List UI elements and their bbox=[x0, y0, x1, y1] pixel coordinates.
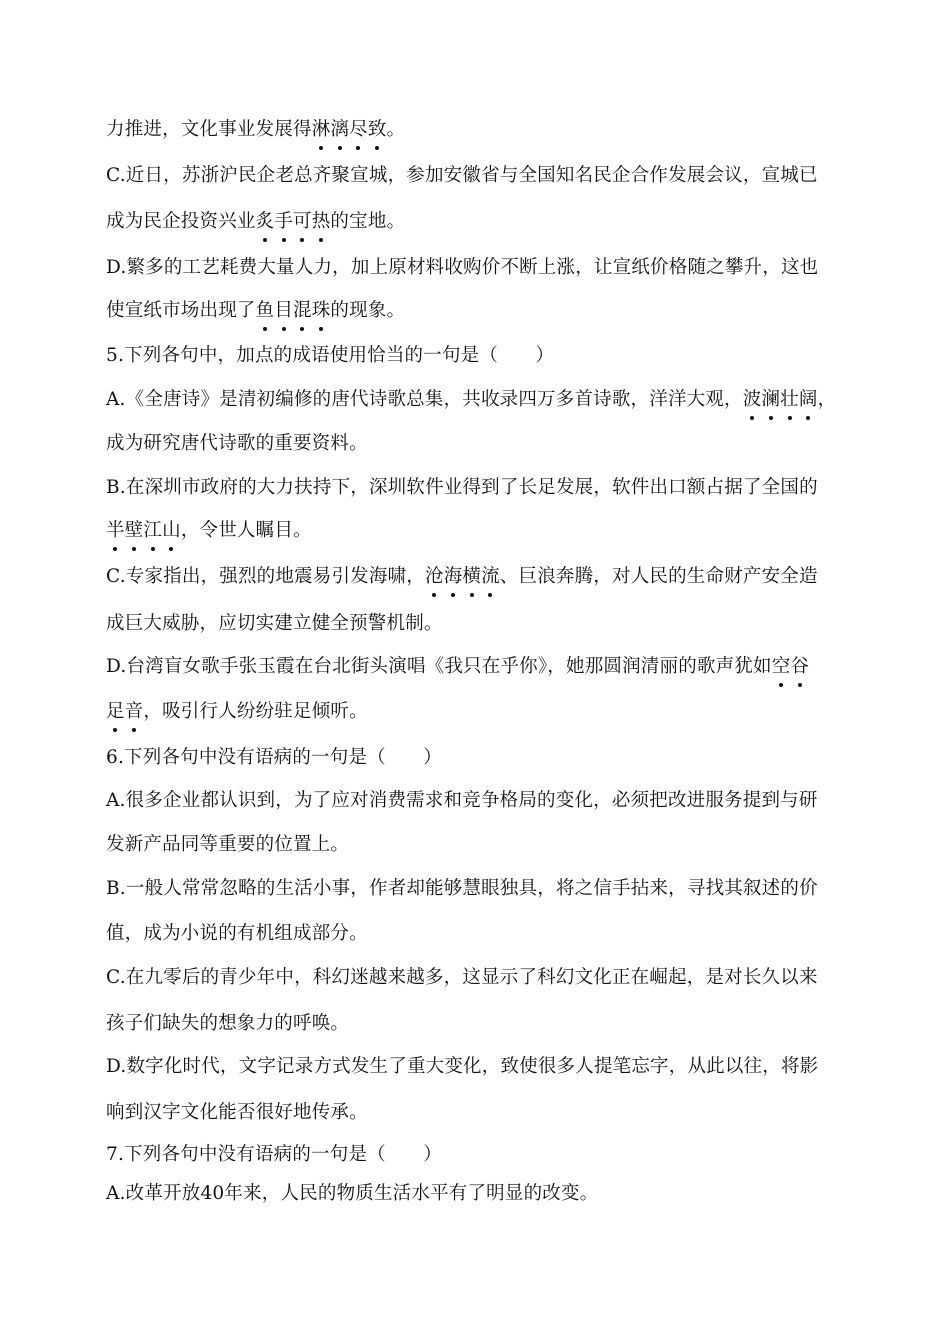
emphasis-dot-char: 音 bbox=[125, 699, 144, 725]
emphasized-idiom bbox=[106, 520, 181, 541]
emphasis-dot-char: 山 bbox=[162, 518, 181, 544]
text-segment: C.在九零后的青少年中，科幻迷越来越多，这显示了科幻文化正在崛起，是对长久以来 bbox=[106, 967, 818, 988]
text-line bbox=[106, 117, 866, 143]
text-line bbox=[106, 255, 866, 281]
text-line bbox=[106, 965, 866, 991]
emphasized-idiom bbox=[743, 389, 818, 410]
text-segment: ，令世人瞩目。 bbox=[180, 520, 312, 541]
text-segment: 响到汉字文化能否很好地传承。 bbox=[106, 1102, 368, 1123]
emphasis-dot-char: 流 bbox=[481, 564, 500, 590]
text-segment: A.很多企业都认识到，为了应对消费需求和竞争格局的变化，必须把改进服务提到与研 bbox=[106, 790, 818, 811]
text-segment: ， bbox=[817, 389, 837, 410]
emphasis-dot-char: 江 bbox=[143, 518, 162, 544]
emphasis-dot-char: 波 bbox=[743, 387, 762, 413]
text-segment: 使宣纸市场出现了 bbox=[106, 300, 256, 321]
text-segment: A.改革开放40年来，人民的物质生活水平有了明显的改变。 bbox=[106, 1183, 599, 1204]
emphasized-idiom bbox=[256, 211, 331, 232]
text-segment: 值，成为小说的有机组成部分。 bbox=[106, 923, 368, 944]
emphasis-dot-char: 鱼 bbox=[256, 298, 275, 324]
emphasis-dot-char: 阔 bbox=[799, 387, 818, 413]
emphasis-dot-char: 沧 bbox=[425, 564, 444, 590]
text-segment: 5.下列各句中，加点的成语使用恰当的一句是（ ） bbox=[106, 345, 555, 366]
text-segment: 成为研究唐代诗歌的重要资料。 bbox=[106, 433, 368, 454]
text-line bbox=[106, 611, 866, 637]
text-line bbox=[106, 298, 866, 324]
text-line bbox=[106, 1054, 866, 1080]
emphasis-dot-char: 海 bbox=[444, 564, 463, 590]
text-segment: A.《全唐诗》是清初编修的唐代诗歌总集，共收录四万多首诗歌，洋洋大观， bbox=[106, 389, 743, 410]
emphasis-dot-char: 漓 bbox=[330, 117, 349, 143]
emphasis-dot-char: 空 bbox=[772, 654, 791, 680]
emphasis-dot-char: 壮 bbox=[780, 387, 799, 413]
text-line bbox=[106, 921, 866, 947]
text-line bbox=[106, 654, 866, 680]
text-segment: 7.下列各句中没有语病的一句是（ ） bbox=[106, 1144, 442, 1165]
emphasis-dot-char: 目 bbox=[274, 298, 293, 324]
text-segment: 6.下列各句中没有语病的一句是（ ） bbox=[106, 747, 442, 768]
emphasis-dot-char: 尽 bbox=[349, 117, 368, 143]
text-segment: B.在深圳市政府的大力扶持下，深圳软件业得到了长足发展，软件出口额占据了全国的 bbox=[106, 477, 818, 498]
text-segment: 发新产品同等重要的位置上。 bbox=[106, 834, 350, 855]
text-line bbox=[106, 788, 866, 814]
text-line bbox=[106, 832, 866, 858]
text-line bbox=[106, 518, 866, 544]
emphasis-dot-char: 横 bbox=[462, 564, 481, 590]
emphasized-idiom bbox=[312, 119, 387, 140]
question-6-stem bbox=[106, 745, 866, 771]
emphasis-dot-char: 致 bbox=[368, 117, 387, 143]
emphasis-dot-char: 半 bbox=[106, 518, 125, 544]
text-segment: 、巨浪奔腾，对人民的生命财产安全造 bbox=[499, 566, 818, 587]
text-segment: B.一般人常常忽略的生活小事，作者却能够慧眼独具，将之信手拈来，寻找其叙述的价 bbox=[106, 878, 818, 899]
text-line bbox=[106, 1011, 866, 1037]
text-line bbox=[106, 564, 866, 590]
emphasized-idiom bbox=[772, 656, 809, 677]
text-segment: D.数字化时代，文字记录方式发生了重大变化，致使很多人提笔忘字，从此以往，将影 bbox=[106, 1056, 819, 1077]
text-segment: 成巨大威胁，应切实建立健全预警机制。 bbox=[106, 613, 443, 634]
emphasis-dot-char: 热 bbox=[312, 209, 331, 235]
text-segment: 力推进，文化事业发展得 bbox=[106, 119, 312, 140]
text-line bbox=[106, 431, 866, 457]
emphasis-dot-char: 混 bbox=[293, 298, 312, 324]
text-segment: D.台湾盲女歌手张玉霞在台北街头演唱《我只在乎你》，她那圆润清丽的歌声犹如 bbox=[106, 656, 772, 677]
emphasis-dot-char: 壁 bbox=[125, 518, 144, 544]
text-line bbox=[106, 876, 866, 902]
emphasis-dot-char: 炙 bbox=[256, 209, 275, 235]
text-line bbox=[106, 1100, 866, 1126]
emphasis-dot-char: 足 bbox=[106, 699, 125, 725]
text-line bbox=[106, 209, 866, 235]
text-line bbox=[106, 387, 866, 413]
text-line bbox=[106, 475, 866, 501]
text-line bbox=[106, 1181, 866, 1207]
emphasis-dot-char: 澜 bbox=[761, 387, 780, 413]
emphasized-idiom bbox=[256, 300, 331, 321]
emphasis-dot-char: 淋 bbox=[312, 117, 331, 143]
text-segment: ，吸引行人纷纷驻足倾听。 bbox=[143, 701, 368, 722]
text-segment: 成为民企投资兴业 bbox=[106, 211, 256, 232]
text-segment: 。 bbox=[386, 119, 406, 140]
emphasized-idiom bbox=[425, 566, 500, 587]
question-5-stem bbox=[106, 343, 866, 369]
text-line bbox=[106, 699, 866, 725]
emphasis-dot-char: 珠 bbox=[312, 298, 331, 324]
emphasized-idiom bbox=[106, 701, 143, 722]
emphasis-dot-char: 手 bbox=[274, 209, 293, 235]
text-segment: 孩子们缺失的想象力的呼唤。 bbox=[106, 1013, 350, 1034]
text-segment: C.近日，苏浙沪民企老总齐聚宣城，参加安徽省与全国知名民企合作发展会议，宣城已 bbox=[106, 165, 818, 186]
emphasis-dot-char: 谷 bbox=[790, 654, 809, 680]
text-line bbox=[106, 163, 866, 189]
text-segment: 的现象。 bbox=[330, 300, 406, 321]
text-segment: C.专家指出，强烈的地震易引发海啸， bbox=[106, 566, 425, 587]
text-segment: D.繁多的工艺耗费大量人力，加上原材料收购价不断上涨，让宣纸价格随之攀升，这也 bbox=[106, 257, 819, 278]
emphasis-dot-char: 可 bbox=[293, 209, 312, 235]
text-segment: 的宝地。 bbox=[330, 211, 406, 232]
question-7-stem bbox=[106, 1142, 866, 1168]
